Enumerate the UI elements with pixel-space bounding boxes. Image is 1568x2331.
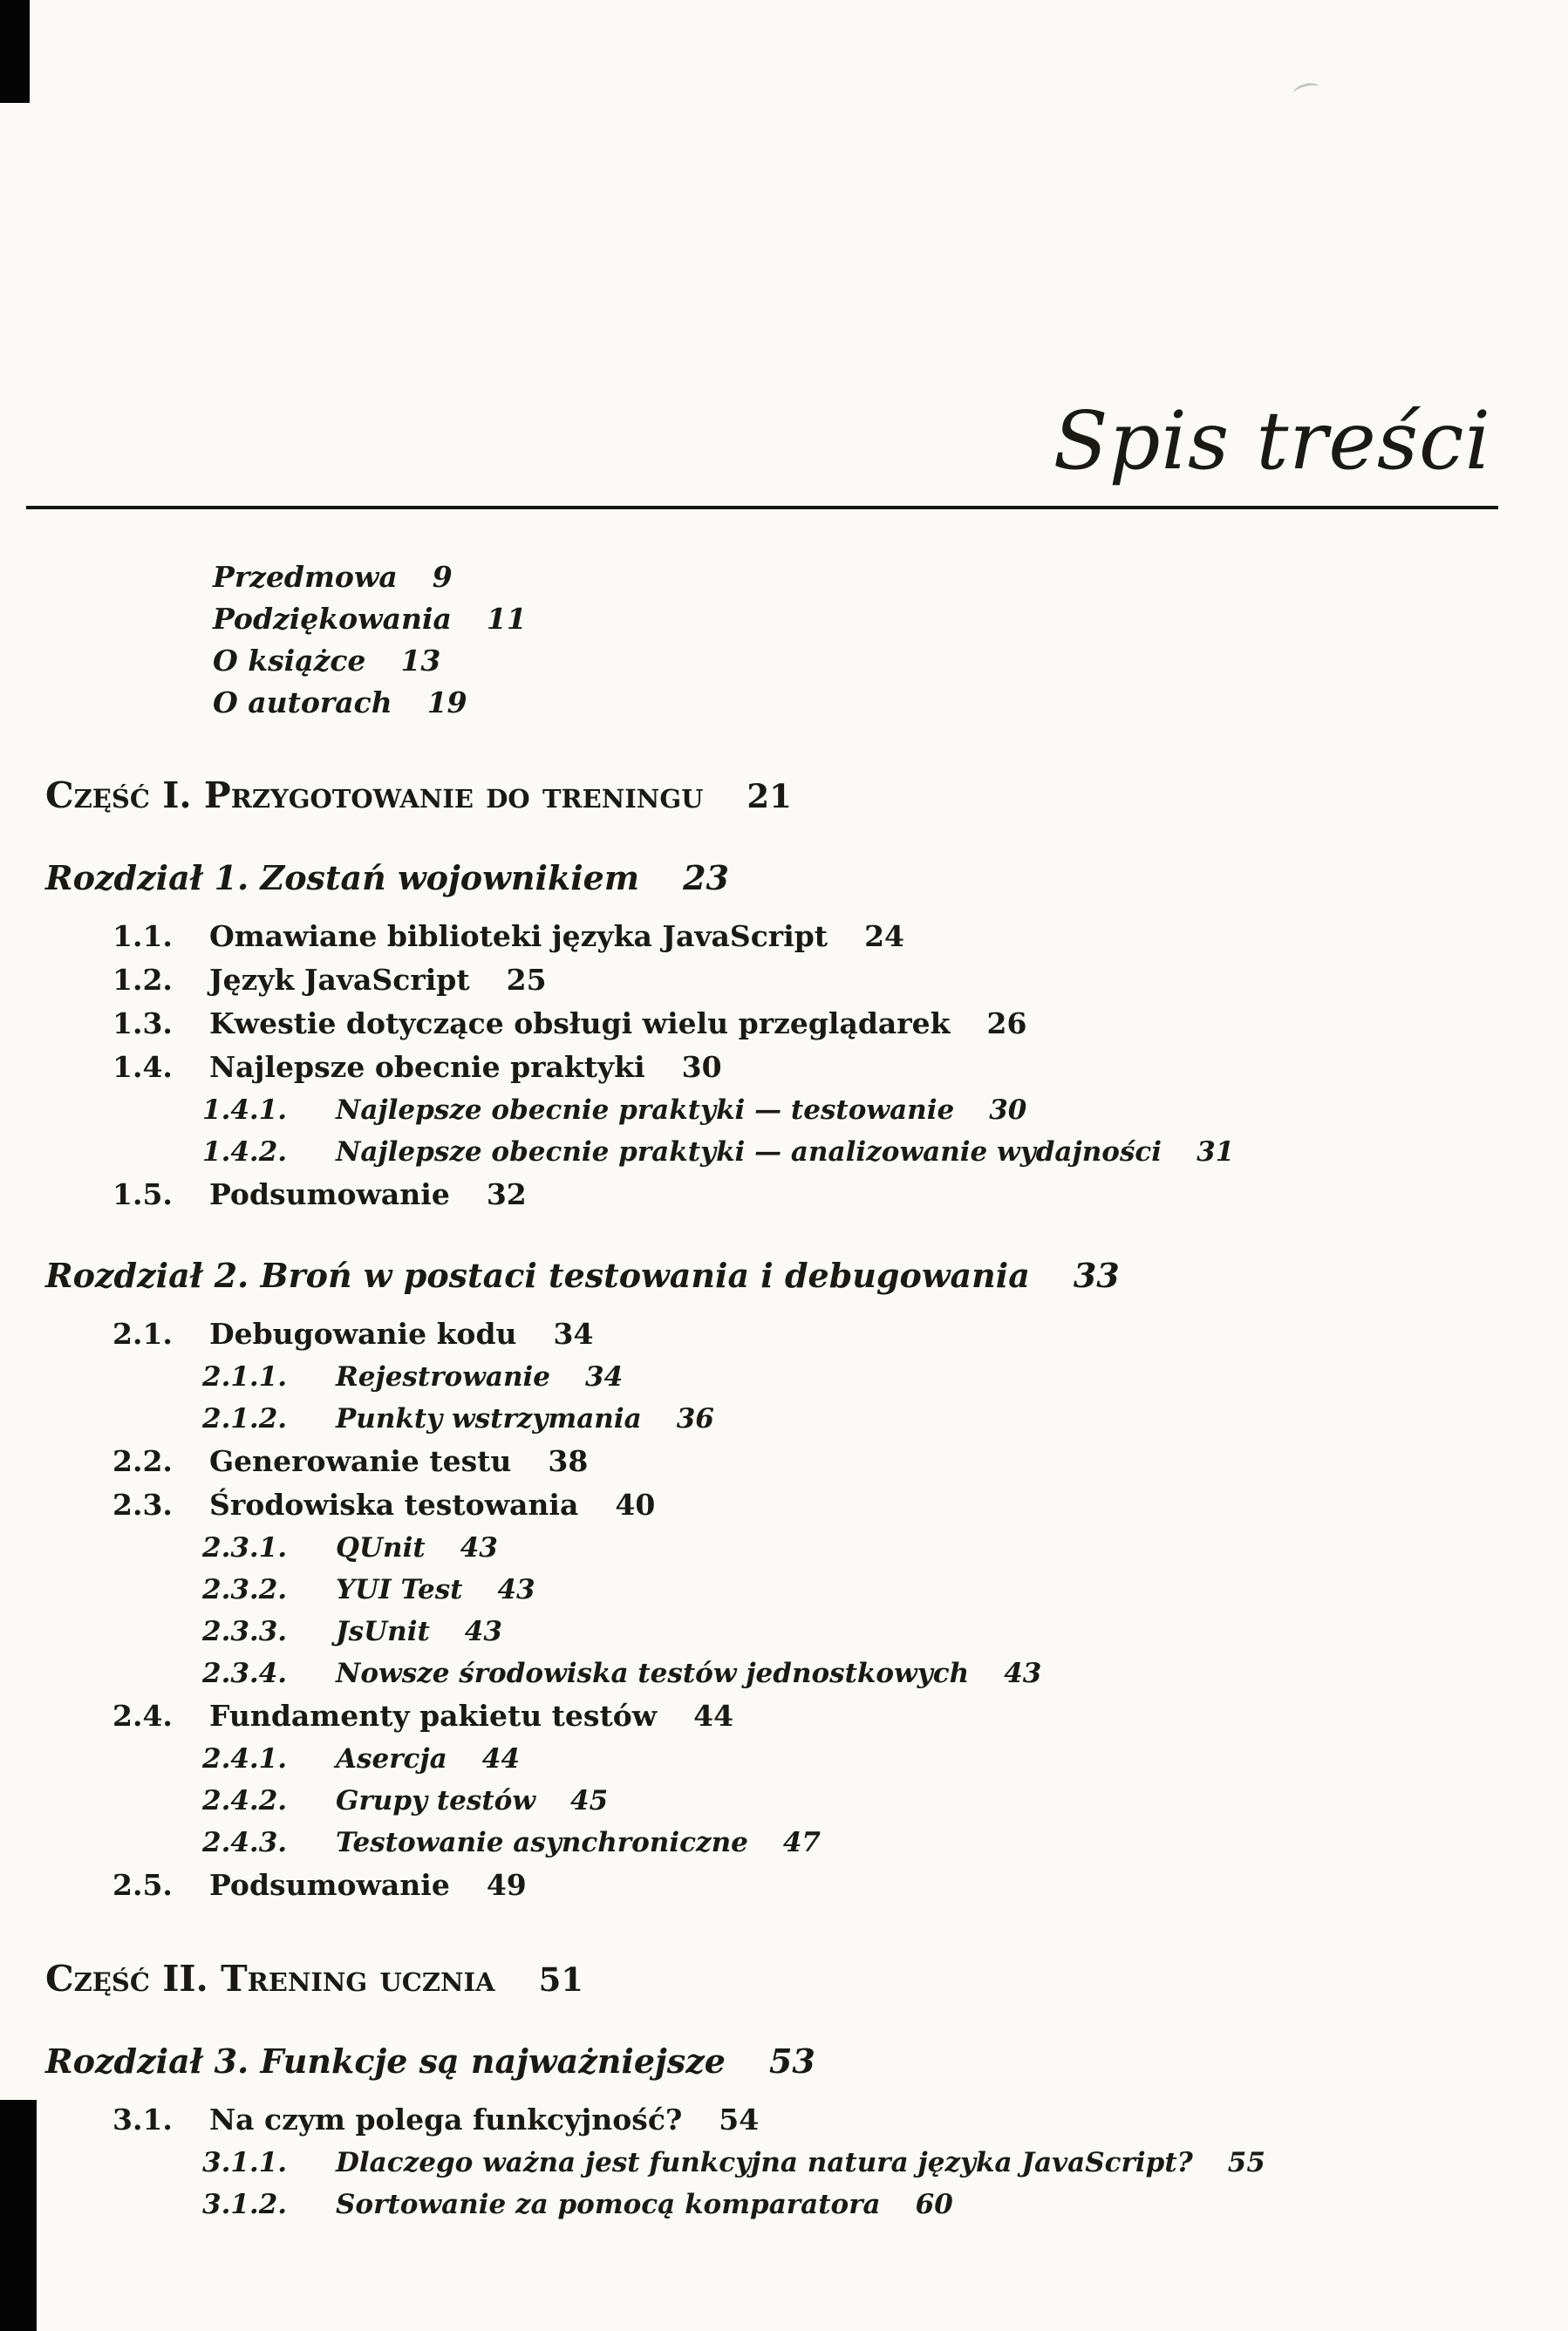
toc-part [45, 1956, 1568, 2002]
toc-section [0, 1483, 1568, 1527]
entry-number: 2.4.2. [202, 1785, 288, 1816]
toc-section [0, 2098, 1568, 2142]
entry-page: 23 [683, 858, 729, 897]
entry-title: Część I. Przygotowanie do treningu [45, 774, 704, 816]
entry-title: Rozdział 2. Broń w postaci testowania i debugowania [45, 1256, 1030, 1295]
entry-page: 44 [481, 1743, 520, 1775]
entry-page: 45 [570, 1785, 609, 1816]
entry-page: 25 [506, 963, 547, 997]
title-rule [26, 506, 1498, 509]
entry-title: Omawiane biblioteki języka JavaScript [209, 919, 828, 953]
entry-page: 36 [676, 1403, 714, 1435]
entry-page: 19 [426, 685, 467, 719]
entry-title: Rozdział 3. Funkcje są najważniejsze [45, 2041, 726, 2081]
toc-part [45, 773, 1568, 819]
toc-subsection [0, 1089, 1568, 1131]
entry-page: 21 [747, 777, 792, 815]
entry-title: Grupy testów [336, 1785, 536, 1816]
toc-subsection [0, 1822, 1568, 1864]
entry-page: 43 [497, 1574, 535, 1605]
front-matter-item [213, 556, 1568, 598]
scan-artifact-top-left [0, 0, 30, 103]
toc-subsection [0, 1398, 1568, 1440]
entry-number: 1.4. [112, 1050, 173, 1084]
toc-section [0, 1173, 1568, 1217]
entry-page: 33 [1073, 1256, 1120, 1295]
front-matter-item [213, 682, 1568, 724]
entry-title: O książce [213, 644, 366, 678]
entry-number: 1.5. [112, 1177, 173, 1211]
toc-subsection [0, 1356, 1568, 1398]
entry-title: YUI Test [336, 1574, 463, 1605]
entry-number: 2.3.3. [202, 1616, 288, 1647]
entry-page: 43 [460, 1532, 498, 1564]
entry-page: 47 [782, 1827, 821, 1858]
toc-subsection [0, 2142, 1568, 2184]
entry-title: Podsumowanie [209, 1177, 450, 1211]
toc-subsection [0, 1569, 1568, 1611]
entry-page: 38 [548, 1444, 589, 1478]
toc-section [0, 1046, 1568, 1089]
entry-title: Przedmowa [213, 560, 398, 594]
toc-section [0, 1002, 1568, 1046]
entry-page: 44 [693, 1699, 734, 1733]
entry-page: 40 [615, 1488, 656, 1522]
toc-subsection [0, 1527, 1568, 1569]
scan-artifact-bottom-left [0, 2100, 37, 2331]
entry-number: 2.3.2. [202, 1574, 288, 1605]
entry-number: 1.1. [112, 919, 173, 953]
toc-chapter [45, 855, 1568, 901]
entry-page: 26 [986, 1006, 1027, 1040]
entry-page: 49 [486, 1868, 527, 1902]
entry-title: QUnit [336, 1532, 426, 1564]
entry-page: 34 [553, 1317, 594, 1351]
entry-title: Środowiska testowania [209, 1488, 579, 1522]
entry-title: O autorach [213, 685, 392, 719]
entry-page: 31 [1196, 1136, 1235, 1168]
toc-list [0, 773, 1568, 2225]
entry-number: 2.1.1. [202, 1361, 288, 1393]
toc-section [0, 1440, 1568, 1483]
entry-page: 13 [400, 644, 441, 678]
toc-chapter [45, 2039, 1568, 2084]
toc-subsection [0, 1611, 1568, 1653]
entry-page: 60 [915, 2189, 953, 2220]
entry-page: 30 [681, 1050, 722, 1084]
entry-title: Generowanie testu [209, 1444, 512, 1478]
entry-page: 30 [989, 1094, 1027, 1126]
toc-chapter [45, 1253, 1568, 1298]
entry-title: Dlaczego ważna jest funkcyjna natura języka JavaScript? [336, 2147, 1193, 2178]
entry-title: Rejestrowanie [336, 1361, 551, 1393]
entry-number: 2.4.3. [202, 1827, 288, 1858]
entry-number: 2.4. [112, 1699, 173, 1733]
entry-page: 32 [486, 1177, 527, 1211]
entry-number: 1.3. [112, 1006, 173, 1040]
entry-title: Fundamenty pakietu testów [209, 1699, 658, 1733]
entry-number: 2.3.1. [202, 1532, 288, 1564]
toc-section [0, 958, 1568, 1002]
entry-title: Najlepsze obecnie praktyki — testowanie [336, 1094, 955, 1126]
entry-title: Sortowanie za pomocą komparatora [336, 2189, 881, 2220]
entry-title: Testowanie asynchroniczne [336, 1827, 748, 1858]
entry-title: Nowsze środowiska testów jednostkowych [336, 1658, 970, 1689]
entry-page: 53 [768, 2041, 815, 2081]
entry-number: 3.1.2. [202, 2189, 288, 2220]
entry-number: 2.4.1. [202, 1743, 288, 1775]
entry-number: 2.1.2. [202, 1403, 288, 1435]
entry-number: 2.3.4. [202, 1658, 288, 1689]
entry-title: Punkty wstrzymania [336, 1403, 642, 1435]
entry-page: 11 [486, 602, 527, 636]
toc-subsection [0, 1131, 1568, 1173]
entry-title: Na czym polega funkcyjność? [209, 2103, 683, 2137]
entry-page: 51 [538, 1960, 584, 1999]
toc-section [0, 1312, 1568, 1356]
entry-number: 1.4.2. [202, 1136, 288, 1168]
page-title: Spis treści [1053, 394, 1491, 487]
toc-subsection [0, 1738, 1568, 1780]
front-matter-list [213, 556, 1568, 724]
entry-title: Kwestie dotyczące obsługi wielu przeglądarek [209, 1006, 951, 1040]
entry-title: Podsumowanie [209, 1868, 450, 1902]
entry-number: 2.5. [112, 1868, 173, 1902]
entry-page: 24 [864, 919, 904, 953]
toc-subsection [0, 1780, 1568, 1822]
entry-number: 2.3. [112, 1488, 173, 1522]
toc-section [0, 1864, 1568, 1907]
toc-subsection [0, 2184, 1568, 2225]
entry-title: Najlepsze obecnie praktyki — analizowanie wydajności [336, 1136, 1162, 1168]
entry-title: Asercja [336, 1743, 447, 1775]
scan-artifact-smudge [1292, 81, 1321, 100]
toc-section [0, 915, 1568, 958]
entry-title: Najlepsze obecnie praktyki [209, 1050, 645, 1084]
entry-page: 55 [1227, 2147, 1265, 2178]
entry-number: 2.1. [112, 1317, 173, 1351]
entry-number: 1.4.1. [202, 1094, 288, 1126]
entry-page: 34 [585, 1361, 624, 1393]
entry-number: 2.2. [112, 1444, 173, 1478]
entry-page: 9 [432, 560, 453, 594]
entry-page: 43 [1004, 1658, 1042, 1689]
entry-title: Debugowanie kodu [209, 1317, 517, 1351]
entry-title: Rozdział 1. Zostań wojownikiem [45, 858, 640, 897]
entry-number: 3.1. [112, 2103, 173, 2137]
toc-subsection [0, 1653, 1568, 1694]
entry-title: Część II. Trening ucznia [45, 1958, 495, 2000]
entry-title: Podziękowania [213, 602, 452, 636]
entry-number: 3.1.1. [202, 2147, 288, 2178]
entry-page: 54 [719, 2103, 760, 2137]
entry-title: JsUnit [336, 1616, 430, 1647]
front-matter-item [213, 598, 1568, 640]
entry-page: 43 [464, 1616, 502, 1647]
entry-number: 1.2. [112, 963, 173, 997]
toc-section [0, 1694, 1568, 1738]
front-matter-item [213, 640, 1568, 682]
entry-title: Język JavaScript [209, 963, 470, 997]
